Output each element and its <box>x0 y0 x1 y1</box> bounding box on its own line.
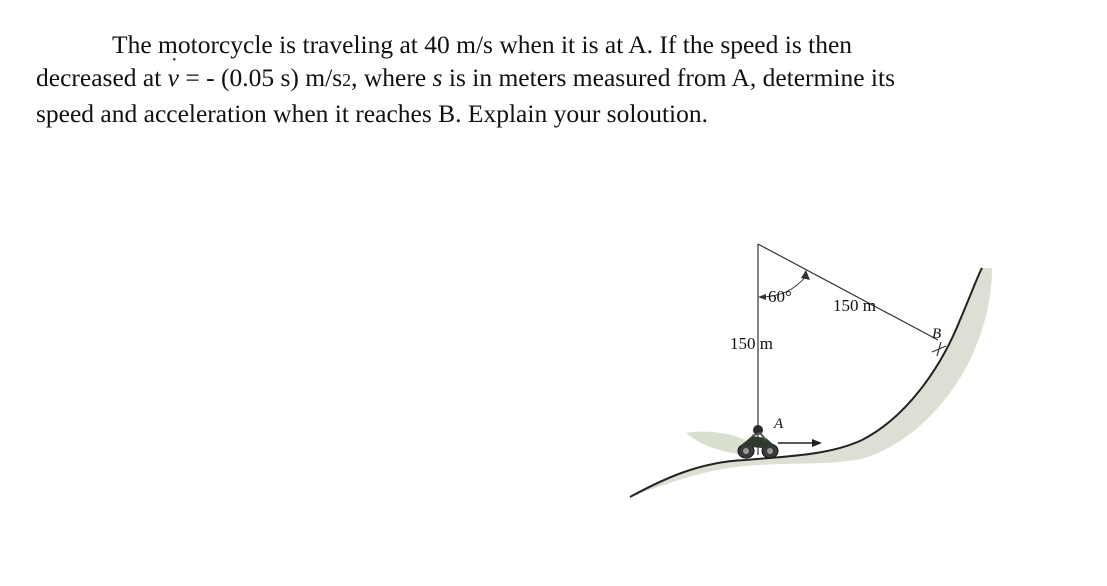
track-surface <box>630 268 992 497</box>
problem-line-1: The motorcycle is traveling at 40 m/s when it is at A. If the speed is then <box>112 30 853 59</box>
problem-text: = - (0.05 s) m/s <box>179 63 343 92</box>
problem-line-3: speed and acceleration when it reaches B. Explain your soloution. <box>36 99 708 128</box>
v-dot-symbol: v ˙ <box>168 61 179 94</box>
problem-text: , where <box>351 63 433 92</box>
radius-label-right: 150 m <box>833 296 876 315</box>
angle-label: 60° <box>768 287 792 306</box>
arrow-right-icon <box>778 439 822 447</box>
point-b-label: B <box>932 326 942 342</box>
exponent: 2 <box>342 70 352 90</box>
problem-text: is in meters measured from A, determine its <box>442 63 895 92</box>
angle-arrowhead-left <box>758 294 766 300</box>
problem-text: decreased at <box>36 63 168 92</box>
road-shading <box>686 432 745 455</box>
radius-label-left: 150 m <box>730 334 773 353</box>
point-a-label: A <box>774 416 784 432</box>
variable-s: s <box>432 63 443 92</box>
